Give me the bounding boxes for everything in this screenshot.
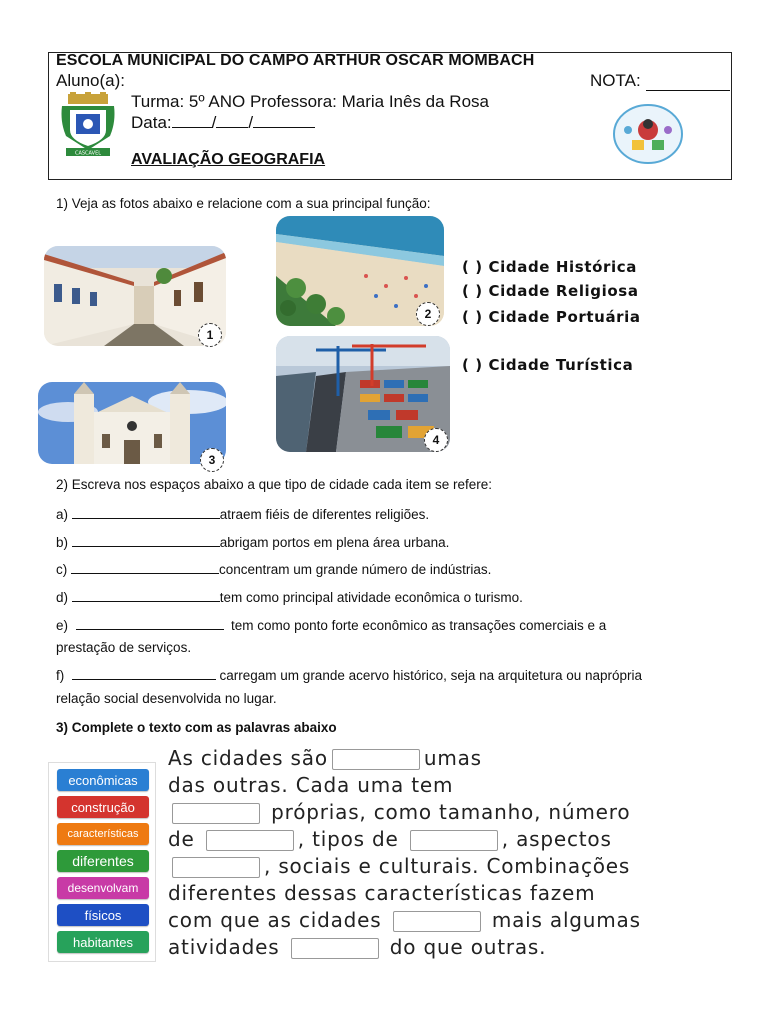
item-letter: d) [56,590,69,605]
answer-blank-e[interactable] [76,615,224,630]
q2-item-e [56,615,606,633]
answer-blank-c[interactable] [71,559,219,574]
crest-caption: CASCAVEL [74,150,102,157]
student-name-label: Aluno(a): [56,71,125,90]
text-segment: das outras. Cada uma tem [168,773,454,797]
fill-line-8 [168,935,546,959]
word-bank [48,762,156,962]
text-segment: umas [423,746,482,770]
photo-number-3: 3 [200,448,224,472]
city-crest-logo [58,92,118,160]
text-segment: com que as cidades [168,908,382,932]
text-segment: , tipos de [297,827,399,851]
item-text: tem como ponto forte econômico as transações comerciais e a [231,618,607,633]
text-segment: mais algumas [491,908,641,932]
option-cidade-historica[interactable]: ( ) Cidade Histórica [462,258,637,276]
drop-box-5[interactable] [172,857,260,878]
answer-blank-d[interactable] [72,587,220,602]
item-letter: b) [56,535,69,550]
q2-item-d [56,587,523,605]
date-year-blank[interactable] [253,113,315,128]
photo-number-2: 2 [416,302,440,326]
date-day-blank[interactable] [172,113,212,128]
fill-line-6 [168,881,595,905]
answer-blank-a[interactable] [72,504,220,519]
school-logo [612,104,684,164]
q2-item-f-continuation: relação social desenvolvida no lugar. [56,691,277,706]
drop-box-2[interactable] [172,803,260,824]
text-segment: As cidades são [168,746,328,770]
grade-blank[interactable] [646,90,730,91]
item-text: tem como principal atividade econômica o turismo. [219,590,523,605]
fill-line-7 [168,908,641,932]
word-tile-habitantes[interactable]: habitantes [57,931,149,953]
photo-church [38,382,226,464]
drop-box-7[interactable] [291,938,379,959]
answer-blank-f[interactable] [72,665,216,680]
photo-number-1: 1 [198,323,222,347]
drop-box-4[interactable] [410,830,498,851]
item-text: abrigam portos em plena área urbana. [219,535,450,550]
option-cidade-religiosa[interactable]: ( ) Cidade Religiosa [462,282,639,300]
q2-item-b [56,532,449,550]
option-cidade-turistica[interactable]: ( ) Cidade Turística [462,356,634,374]
q2-item-a [56,504,429,522]
class-teacher-line: Turma: 5º ANO Professora: Maria Inês da Rosa [131,92,489,111]
page-title: AVALIAÇÃO GEOGRAFIA [131,151,326,168]
answer-blank-b[interactable] [72,532,220,547]
date-label: Data: [131,113,172,132]
drop-box-1[interactable] [332,749,420,770]
fill-in-text [168,742,688,964]
q1-prompt: 1) Veja as fotos abaixo e relacione com a sua principal função: [56,196,431,211]
text-segment: diferentes dessas características fazem [168,881,596,905]
item-text: concentram um grande número de indústrias. [219,562,492,577]
item-text: atraem fiéis de diferentes religiões. [219,507,430,522]
word-tile-fisicos[interactable]: físicos [57,904,149,926]
drop-box-3[interactable] [206,830,294,851]
date-month-blank[interactable] [216,113,248,128]
text-segment: do que outras. [389,935,547,959]
q2-item-c [56,559,491,577]
word-tile-construcao[interactable]: construção [57,796,149,818]
fill-line-2 [168,773,453,797]
date-line: Data: / / [131,113,315,133]
option-cidade-portuaria[interactable]: ( ) Cidade Portuária [462,308,641,326]
text-segment: , sociais e culturais. Combinações [264,854,631,878]
text-segment: de [168,827,195,851]
word-tile-caracteristicas[interactable]: características [57,823,149,845]
photo-number-4: 4 [424,428,448,452]
word-tile-desenvolvam[interactable]: desenvolvam [57,877,149,899]
fill-line-1 [168,746,482,770]
item-letter: f) [56,668,65,683]
item-letter: c) [56,562,68,577]
item-letter: e) [56,618,69,633]
school-name: ESCOLA MUNICIPAL DO CAMPO ARTHUR OSCAR MOMBACH [56,52,535,69]
text-segment: próprias, como tamanho, número [271,800,631,824]
q3-prompt: 3) Complete o texto com as palavras abaixo [56,720,337,735]
fill-line-3 [168,800,630,824]
item-letter: a) [56,507,69,522]
fill-line-5 [168,854,630,878]
q2-item-f [56,665,642,683]
text-segment: atividades [168,935,280,959]
word-tile-economicas[interactable]: econômicas [57,769,149,791]
grade-label: NOTA: [590,71,641,90]
q2-item-e-continuation: prestação de serviços. [56,640,192,655]
fill-line-4 [168,827,612,851]
text-segment: , aspectos [501,827,612,851]
word-tile-diferentes[interactable]: diferentes [57,850,149,872]
drop-box-6[interactable] [393,911,481,932]
q2-prompt: 2) Escreva nos espaços abaixo a que tipo de cidade cada item se refere: [56,477,493,492]
item-text: carregam um grande acervo histórico, seja na arquitetura ou naprópria [219,668,643,683]
